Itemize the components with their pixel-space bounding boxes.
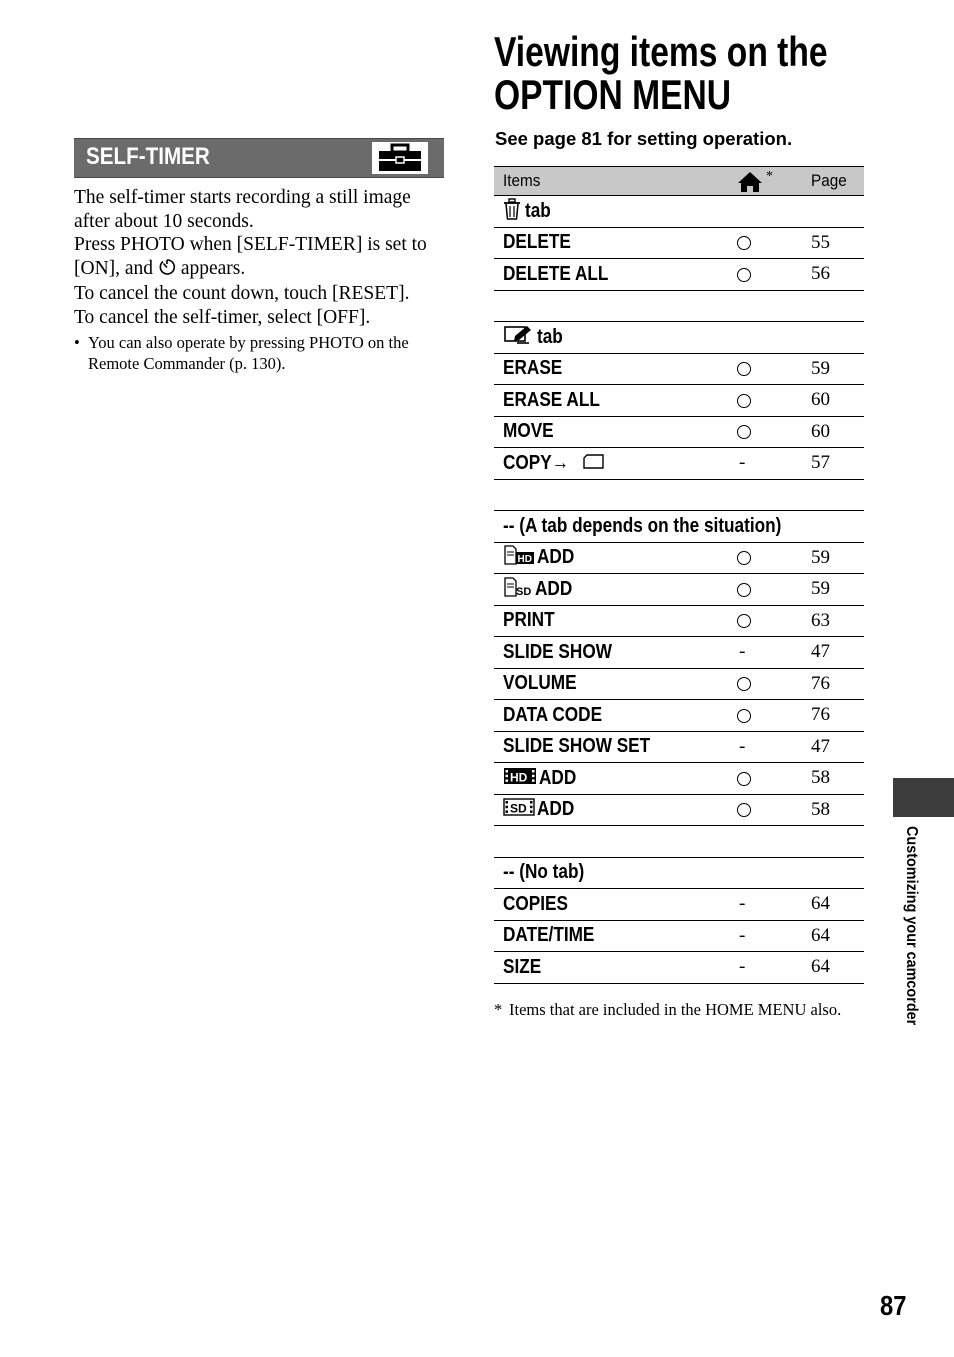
dash-mark: - (739, 735, 746, 757)
svg-text:HD: HD (517, 554, 532, 566)
group-label: -- (A tab depends on the situation) (503, 514, 782, 537)
table-row (494, 542, 864, 574)
table-row (494, 605, 864, 637)
table-row (494, 731, 864, 763)
paragraph: To cancel the count down, touch [RESET]. (74, 283, 410, 305)
table-row (494, 574, 864, 606)
table-row (494, 920, 864, 952)
row-page: 58 (811, 798, 830, 820)
table-row (494, 668, 864, 700)
svg-text:HD: HD (510, 770, 528, 785)
disc-sd-icon (503, 797, 535, 822)
row-page: 64 (811, 956, 830, 978)
group-row (494, 196, 864, 228)
header-page: Page (811, 171, 847, 190)
row-label: DELETE (503, 231, 571, 254)
dash-mark: - (739, 452, 746, 474)
circle-mark (737, 614, 751, 628)
playlist-sd-icon (503, 577, 533, 602)
row-page: 47 (811, 641, 830, 663)
chapter-tab (893, 778, 954, 817)
circle-mark (737, 709, 751, 723)
row-label: ERASE ALL (503, 388, 600, 411)
dash-mark: - (739, 641, 746, 663)
row-label: DELETE ALL (503, 262, 609, 285)
paragraph: To cancel the self-timer, select [OFF]. (74, 306, 371, 328)
row-label: SLIDE SHOW SET (503, 735, 651, 758)
svg-text:SD: SD (516, 585, 532, 597)
row-page: 60 (811, 420, 830, 442)
row-label: MOVE (503, 420, 554, 443)
row-label: DATA CODE (503, 703, 603, 726)
playlist-hd-icon (503, 545, 535, 570)
group-label: tab (537, 325, 563, 348)
trash-icon (503, 198, 521, 225)
arrow-icon: → (551, 451, 569, 474)
paragraph: The self-timer starts recording a still image after about 10 seconds. (74, 187, 411, 232)
note-bullet (74, 332, 446, 374)
row-label: COPY→ (503, 451, 569, 474)
circle-mark (737, 772, 751, 786)
svg-text:SD: SD (510, 801, 527, 816)
spacer-row (494, 826, 864, 858)
table-header (494, 167, 864, 196)
group-row (494, 857, 864, 889)
group-row (494, 511, 864, 543)
option-menu-table (494, 166, 864, 984)
header-items: Items (503, 171, 541, 190)
circle-mark (737, 425, 751, 439)
circle-mark (737, 268, 751, 282)
page-number: 87 (880, 1290, 907, 1321)
row-label: ADD (539, 766, 577, 789)
paragraph: Press PHOTO when [SELF-TIMER] is set to [ON], and appears. (74, 233, 446, 282)
table-row (494, 448, 864, 480)
header-star: * (766, 168, 773, 184)
self-timer-icon (158, 258, 176, 283)
row-label: ADD (535, 577, 573, 600)
section-title: SELF-TIMER (86, 143, 210, 170)
row-label: SIZE (503, 955, 542, 978)
table-row (494, 700, 864, 732)
home-icon (737, 173, 763, 190)
row-page: 58 (811, 767, 830, 789)
row-page: 63 (811, 609, 830, 631)
disc-hd-icon (503, 766, 537, 791)
row-page: 59 (811, 578, 830, 600)
dash-mark: - (739, 924, 746, 946)
row-page: 55 (811, 231, 830, 253)
row-label: DATE/TIME (503, 924, 595, 947)
self-timer-description (74, 186, 446, 330)
circle-mark (737, 803, 751, 817)
row-label: VOLUME (503, 672, 577, 695)
spacer-row (494, 290, 864, 322)
row-page: 57 (811, 452, 830, 474)
memory-card-icon (582, 452, 606, 475)
row-label: COPIES (503, 892, 568, 915)
circle-mark (737, 583, 751, 597)
table-row (494, 227, 864, 259)
dash-mark: - (739, 893, 746, 915)
group-label: tab (525, 199, 551, 222)
row-label: ADD (537, 798, 575, 821)
row-page: 47 (811, 735, 830, 757)
chapter-label-text: Customizing your camcorder (903, 826, 920, 1026)
row-page: 59 (811, 357, 830, 379)
circle-mark (737, 236, 751, 250)
row-page: 64 (811, 924, 830, 946)
table-row (494, 637, 864, 669)
circle-mark (737, 551, 751, 565)
dash-mark: - (739, 956, 746, 978)
footnote (494, 999, 864, 1020)
chapter-label (900, 826, 920, 1086)
toolbox-icon (372, 142, 428, 174)
bullet-mark: • (74, 333, 80, 352)
circle-mark (737, 394, 751, 408)
footnote-text: Items that are included in the HOME MENU also. (509, 1000, 842, 1019)
table-row (494, 889, 864, 921)
subtitle: See page 81 for setting operation. (495, 128, 793, 149)
table-row (494, 763, 864, 795)
circle-mark (737, 677, 751, 691)
spacer-row (494, 479, 864, 511)
row-label: ERASE (503, 357, 563, 380)
group-label: -- (No tab) (503, 861, 585, 884)
page-title: Viewing items on the OPTION MENU (494, 28, 828, 118)
table-row (494, 259, 864, 291)
row-page: 56 (811, 263, 830, 285)
table-row (494, 952, 864, 984)
row-label: PRINT (503, 609, 555, 632)
table-row (494, 353, 864, 385)
group-row (494, 322, 864, 354)
row-page: 76 (811, 704, 830, 726)
footnote-mark: * (494, 1000, 503, 1019)
table-row (494, 385, 864, 417)
bullet-text: You can also operate by pressing PHOTO on the Remote Commander (p. 130). (88, 333, 409, 373)
table-row (494, 794, 864, 826)
row-page: 60 (811, 389, 830, 411)
row-label: SLIDE SHOW (503, 640, 612, 663)
edit-icon (503, 323, 533, 352)
row-page: 64 (811, 893, 830, 915)
row-label: ADD (537, 546, 575, 569)
row-page: 76 (811, 672, 830, 694)
row-page: 59 (811, 546, 830, 568)
table-row (494, 416, 864, 448)
self-timer-header (74, 138, 444, 178)
circle-mark (737, 362, 751, 376)
